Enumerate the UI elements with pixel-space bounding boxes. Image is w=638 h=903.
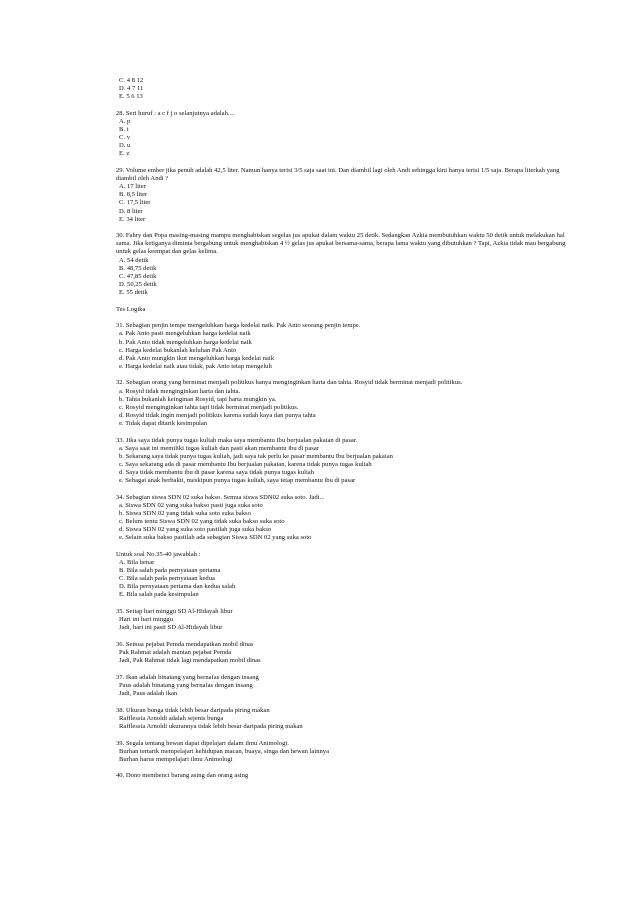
question-32: 32. Sebagian orang yang berminat menjadi politikus hanya menginginkan harta dan tahta. Rosyid tidak berminat menjadi politikus.: [116, 379, 463, 387]
option-text: b. Siswa SDN 02 yang tidak suka soto suka bakso: [119, 509, 251, 517]
option-text: e. Tidak dapat ditarik kesimpulan: [119, 419, 208, 427]
option-text: a. Siswa SDN 02 yang suka bakso pasti juga suka soto: [119, 501, 263, 509]
question-28: 28. Seri huruf : a c f j o selanjutnya adalah....: [116, 109, 235, 117]
option-text: B. 48,75 detik: [119, 264, 157, 272]
premise-line: Paus adalah binatang yang bernafas dengan insang: [119, 681, 253, 689]
section-heading: Tes Logika: [116, 305, 146, 313]
option-text: C. 17,5 liter: [119, 199, 151, 207]
option-text: A. 17 liter: [119, 183, 146, 191]
option-text: c. Belum tentu Siswa SDN 02 yang tidak suka bakso suka soto: [119, 518, 285, 526]
option-text: E. 34 liter: [119, 215, 146, 223]
question-36: 36. Semua pejabat Pemda mendapatkan mobil dinas: [116, 640, 254, 648]
document-content: [116, 77, 566, 781]
option-text: d. Siswa SDN 02 yang suka soto pastilah juga suka bakso: [119, 526, 272, 534]
instruction-text: Untuk soal No.35-40 jawablah :: [116, 550, 201, 558]
question-31: 31. Sebagian penjin tempe mengeluhkan harga kedelai naik. Pak Anto seorang penjin tempe.: [116, 322, 361, 330]
option-text: E. 55 detik: [119, 288, 148, 296]
option-text: A. Bila benar: [119, 559, 155, 567]
option-text: E. z: [119, 150, 130, 158]
option-text: c. Rosyid menginginkan tahta tapi tidak berminat menjadi politikus.: [119, 403, 299, 411]
premise-line: Rafflessia Arnoldi ukurannya tidak lebih besar daripada piring makan: [119, 722, 303, 730]
premise-line: Burhan tertarik mempelajari kehidupan macan, buaya, singa dan hewan lainnya: [119, 747, 330, 755]
option-text: e. Selain suka bakso pastilah ada sebagian Siswa SDN 02 yang suka soto: [119, 534, 312, 542]
option-text: b. Sekarang saya tidak punya tugas kuliah, jadi saya tak perlu ke pasar membantu Ibu berjualan pakaian: [119, 452, 393, 460]
option-text: a. Saya saat ini memiliki tugas kuliah dan pasti akan membantu ibu di pasar: [119, 444, 319, 452]
option-text: a. Rosyid tidak menginginkan harta dan tahta.: [119, 387, 241, 395]
question-35: 35. Setiap hari minggu SD Al-Hidayah libur: [116, 608, 233, 616]
question-37: 37. Ikan adalah binatang yang bernafas dengan insang: [116, 673, 259, 681]
premise-line: Jadi, hari ini pasti SD Al-Hidayah libur: [119, 624, 223, 632]
option-text: d. Pak Anto mungkin ikut mengeluhkan harga kedelai naik: [119, 354, 274, 362]
question-40: 40. Dono membenci barang asing dan orang asing: [116, 772, 249, 780]
option-text: D. Bila pernyataan pertama dan kedua salah: [119, 583, 236, 591]
option-text: C. 47,85 detik: [119, 272, 157, 280]
option-text: c. Saya sekarang ada di pasar membantu Ibu berjualan pakaian, karena tidak punya tugas kuliah: [119, 460, 372, 468]
option-text: b. Tahta bukanlah keinginan Rosyid, tapi harta mungkin ya.: [119, 395, 277, 403]
option-text: c. Harga kedelai bukanlah keluhan Pak Anto: [119, 346, 237, 354]
option-text: B. 8,5 liter: [119, 191, 148, 199]
question-39: 39. Segala tentang hewan dapat dipelajari dalam ilmu Animologi.: [116, 739, 289, 747]
option-text: d. Rosyid tidak ingin menjadi politikus karena sudah kaya dan punya tahta: [119, 411, 316, 419]
option-text: C. Bila salah pada pernyataan kedua: [119, 575, 215, 583]
option-text: C. 4 8 12: [119, 77, 144, 84]
premise-line: Burhan harus mempelajari ilmu Animologi: [119, 755, 233, 763]
premise-line: Hari ini hari minggu: [119, 616, 174, 624]
option-text: E. Bila salah pada kesimpulan: [119, 591, 199, 599]
option-text: e. Sebagai anak berbakti, meskipun punya tugas kuliah, saya tetap membantu ibu di pasar: [119, 477, 356, 485]
question-38: 38. Ukuran bunga tidak lebih besar daripada piring makan: [116, 706, 270, 714]
option-text: A. p: [119, 117, 131, 125]
option-text: D. 4 7 11: [119, 85, 144, 93]
option-text: B. t: [119, 126, 129, 134]
option-text: A. 54 detik: [119, 256, 149, 264]
option-text: C. v: [119, 134, 130, 142]
option-text: D. u: [119, 142, 131, 150]
option-text: b. Pak Anto tidak mengeluhkan harga kedelai naik: [119, 338, 252, 346]
option-text: B. Bila salah pada pernyataan pertama: [119, 567, 221, 575]
premise-line: Rafflessia Arnoldi adalah sejenis bunga: [119, 714, 224, 722]
option-text: e. Harga kedelai naik atau tidak, pak Anto tetap mengeluh: [119, 362, 272, 370]
question-29: 29. Volume ember jika penuh adalah 42,5 liter. Namun hanya terisi 3/5 saja saat ini. Dan diambil lagi oleh Andi sehingga kini hanya terisi 1/5 saja. Berapa literkah yang diambil oleh Andi ?: [116, 167, 560, 183]
option-text: E. 5 6 13: [119, 93, 143, 101]
option-text: D. 8 liter: [119, 207, 143, 215]
question-34: 34. Sebagian siswa SDN 02 suka bakso. Semua siswa SDN02 suka soto. Jadi...: [116, 493, 325, 501]
premise-line: Jadi, Pak Rahmat tidak lagi mendapatkan mobil dinas: [119, 657, 261, 665]
premise-line: Jadi, Paus adalah ikan: [119, 690, 178, 698]
option-text: a. Pak Anto pasti mengeluhkan harga kedelai naik: [119, 330, 251, 338]
premise-line: Pak Rahmat adalah mantan pejabat Pemda: [119, 649, 232, 657]
option-text: D. 50,25 detik: [119, 280, 157, 288]
option-text: d. Saya tidak membantu ibu di pasar karena saya tidak punya tugas kuliah: [119, 469, 315, 476]
question-30: 30. Fahry dan Popa masing-masing mampu menghabiskan segelas jus apukat dalam waktu 25 detik. Sedangkan Azkia membutuhkan waktu 50 detik untuk melakukan hal sama. Jika ketiganya diminta bergabung untuk menghabiskan 4 ½ gelas jus apukat bersama-sama, berapa lama waktu yang dibutuhkan ? Tapi, Azkia tidak mau bergabung untuk gelas keempat dan gelas kelima.: [116, 232, 566, 256]
question-33: 33. Jika saya tidak punya tugas kuliah maka saya membantu Ibu berjualan pakaian di pasar.: [116, 436, 358, 444]
